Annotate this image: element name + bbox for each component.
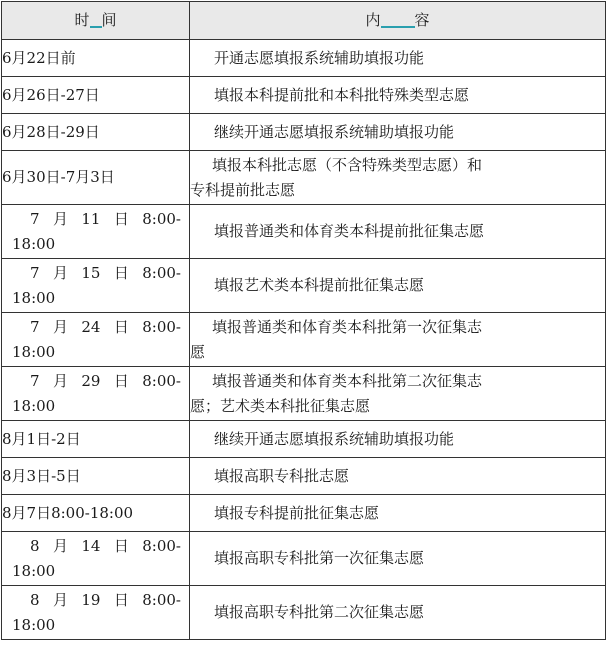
content-cell: 开通志愿填报系统辅助填报功能 [190, 40, 606, 77]
table-row [2, 77, 606, 114]
time-cell: 7 月 11 日 8:00- 18:00 [2, 205, 190, 259]
time-cell: 6月30日-7月3日 [2, 151, 190, 205]
content-cell: 填报普通类和体育类本科提前批征集志愿 [190, 205, 606, 259]
header-content-char-1: 内 [365, 11, 381, 29]
time-cell: 8 月 14 日 8:00- 18:00 [2, 532, 190, 586]
time-cell: 8 月 19 日 8:00- 18:00 [2, 586, 190, 640]
time-cell: 7 月 24 日 8:00- 18:00 [2, 313, 190, 367]
table-row [2, 586, 606, 640]
content-cell: 填报本科提前批和本科批特殊类型志愿 [190, 77, 606, 114]
content-cell: 继续开通志愿填报系统辅助填报功能 [190, 421, 606, 458]
header-underline [90, 25, 102, 28]
table-row [2, 367, 606, 421]
time-line-1: 7 月 29 日 8:00- [30, 371, 181, 390]
table-row [2, 458, 606, 495]
content-cell: 填报高职专科批志愿 [190, 458, 606, 495]
table-header-row [2, 2, 606, 40]
table-row [2, 421, 606, 458]
header-underline [381, 25, 415, 28]
content-cell: 继续开通志愿填报系统辅助填报功能 [190, 114, 606, 151]
header-time [2, 2, 190, 40]
schedule-table [1, 1, 606, 640]
table-row [2, 313, 606, 367]
content-cell: 填报高职专科批第一次征集志愿 [190, 532, 606, 586]
header-time-char-1: 时 [74, 11, 90, 29]
time-cell: 6月22日前 [2, 40, 190, 77]
time-line-1: 7 月 15 日 8:00- [30, 263, 181, 282]
header-content [190, 2, 606, 40]
time-cell: 6月26日-27日 [2, 77, 190, 114]
table-row [2, 40, 606, 77]
time-cell: 7 月 15 日 8:00- 18:00 [2, 259, 190, 313]
time-line-1: 7 月 24 日 8:00- [30, 317, 181, 336]
time-cell: 6月28日-29日 [2, 114, 190, 151]
table-row [2, 114, 606, 151]
content-cell: 填报艺术类本科提前批征集志愿 [190, 259, 606, 313]
time-cell: 7 月 29 日 8:00- 18:00 [2, 367, 190, 421]
time-line-1: 7 月 11 日 8:00- [30, 209, 181, 228]
table-row [2, 151, 606, 205]
time-line-1: 8 月 14 日 8:00- [30, 536, 181, 555]
content-cell: 填报高职专科批第二次征集志愿 [190, 586, 606, 640]
content-cell: 填报专科提前批征集志愿 [190, 495, 606, 532]
content-cell: 填报本科批志愿（不含特殊类型志愿）和 专科提前批志愿 [190, 151, 606, 205]
content-cell: 填报普通类和体育类本科批第二次征集志 愿；艺术类本科批征集志愿 [190, 367, 606, 421]
header-content-char-2: 容 [414, 11, 430, 29]
content-cell: 填报普通类和体育类本科批第一次征集志 愿 [190, 313, 606, 367]
table-row [2, 205, 606, 259]
table-row [2, 259, 606, 313]
time-cell: 8月1日-2日 [2, 421, 190, 458]
time-cell: 8月7日8:00-18:00 [2, 495, 190, 532]
table-row [2, 495, 606, 532]
header-time-char-2: 间 [101, 11, 117, 29]
table-row [2, 532, 606, 586]
time-cell: 8月3日-5日 [2, 458, 190, 495]
time-line-1: 8 月 19 日 8:00- [30, 590, 181, 609]
